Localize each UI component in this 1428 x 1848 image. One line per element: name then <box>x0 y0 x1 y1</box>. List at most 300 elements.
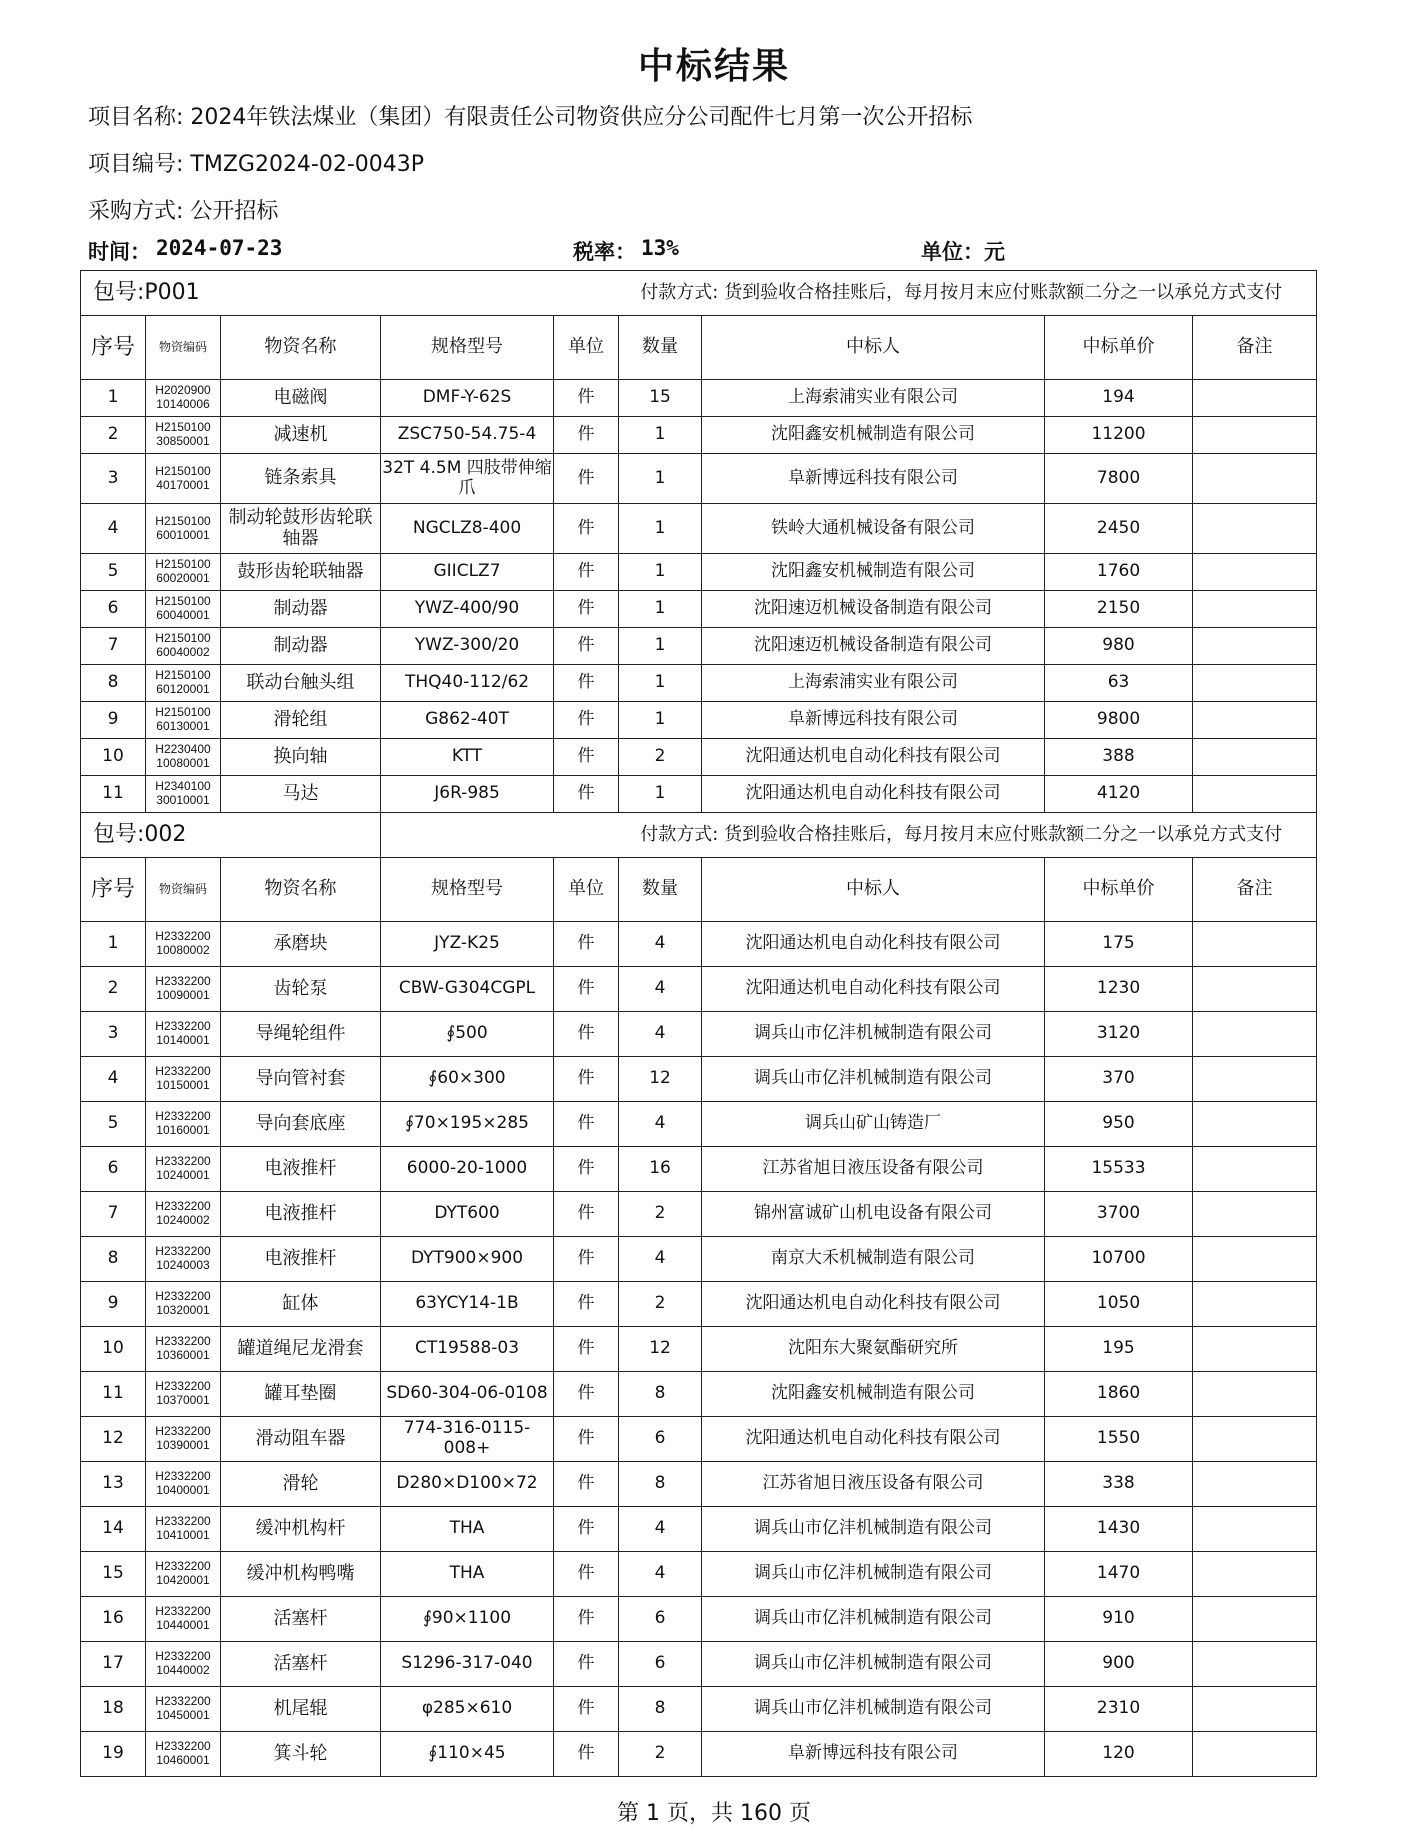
material-code-line1: H2332200 <box>155 1289 211 1304</box>
tax-value: 13% <box>641 236 679 260</box>
column-header-seq: 序号 <box>81 858 146 922</box>
column-header-unit: 单位 <box>554 316 619 380</box>
unit-price: 910 <box>1045 1597 1193 1642</box>
quantity: 8 <box>619 1372 702 1417</box>
column-header-note: 备注 <box>1193 316 1317 380</box>
remark <box>1193 504 1317 554</box>
quantity: 4 <box>619 967 702 1012</box>
spec-model: ∮500 <box>381 1012 554 1057</box>
material-name: 罐耳垫圈 <box>221 1372 381 1417</box>
spec-model: DMF-Y-62S <box>381 380 554 417</box>
material-name: 箕斗轮 <box>221 1732 381 1777</box>
material-code-line2: 60130001 <box>156 719 210 733</box>
quantity: 15 <box>619 380 702 417</box>
unit-price: 1860 <box>1045 1372 1193 1417</box>
info-row <box>88 236 1313 266</box>
remark <box>1193 1327 1317 1372</box>
material-code <box>146 776 221 813</box>
row-seq: 12 <box>81 1417 146 1462</box>
material-code-line2: 10150001 <box>156 1078 210 1092</box>
unit: 件 <box>554 380 619 417</box>
remark <box>1193 702 1317 739</box>
unit-price: 1760 <box>1045 554 1193 591</box>
quantity: 1 <box>619 665 702 702</box>
material-name: 缓冲机构杆 <box>221 1507 381 1552</box>
remark <box>1193 454 1317 504</box>
row-seq: 1 <box>81 380 146 417</box>
quantity: 4 <box>619 922 702 967</box>
remark <box>1193 1732 1317 1777</box>
material-name: 鼓形齿轮联轴器 <box>221 554 381 591</box>
quantity: 2 <box>619 1282 702 1327</box>
remark <box>1193 1507 1317 1552</box>
material-name: 制动轮鼓形齿轮联轴器 <box>221 504 381 554</box>
material-name: 活塞杆 <box>221 1642 381 1687</box>
unit-price: 120 <box>1045 1732 1193 1777</box>
column-header-spec: 规格型号 <box>381 858 554 922</box>
material-name: 电磁阀 <box>221 380 381 417</box>
quantity: 8 <box>619 1462 702 1507</box>
material-code <box>146 1057 221 1102</box>
unit-price: 2450 <box>1045 504 1193 554</box>
material-name: 制动器 <box>221 628 381 665</box>
material-code-line1: H2332200 <box>155 974 211 989</box>
unit-price: 175 <box>1045 922 1193 967</box>
material-code <box>146 1597 221 1642</box>
winning-bidder: 沈阳通达机电自动化科技有限公司 <box>702 776 1045 813</box>
material-code <box>146 591 221 628</box>
material-code-line2: 10450001 <box>156 1708 210 1722</box>
unit: 件 <box>554 591 619 628</box>
remark <box>1193 1102 1317 1147</box>
material-code-line1: H2332200 <box>155 1334 211 1349</box>
material-code-line2: 60040001 <box>156 608 210 622</box>
row-seq: 6 <box>81 1147 146 1192</box>
material-code <box>146 1732 221 1777</box>
material-code-line1: H2230400 <box>155 742 211 757</box>
project-name: 项目名称: 2024年铁法煤业（集团）有限责任公司物资供应分公司配件七月第一次公开招标 <box>88 105 973 130</box>
unit-price: 980 <box>1045 628 1193 665</box>
material-name: 电液推杆 <box>221 1192 381 1237</box>
winning-bidder: 阜新博远科技有限公司 <box>702 702 1045 739</box>
row-seq: 2 <box>81 967 146 1012</box>
material-code <box>146 702 221 739</box>
column-header-price: 中标单价 <box>1045 858 1193 922</box>
remark <box>1193 1237 1317 1282</box>
winning-bidder: 江苏省旭日液压设备有限公司 <box>702 1147 1045 1192</box>
material-code-line1: H2332200 <box>155 1739 211 1754</box>
row-seq: 8 <box>81 665 146 702</box>
winning-bidder: 锦州富诚矿山机电设备有限公司 <box>702 1192 1045 1237</box>
unit: 件 <box>554 776 619 813</box>
quantity: 4 <box>619 1102 702 1147</box>
table-row <box>81 1732 1317 1777</box>
material-name: 马达 <box>221 776 381 813</box>
material-code-line2: 10440001 <box>156 1618 210 1632</box>
material-name: 承磨块 <box>221 922 381 967</box>
time-label: 时间： <box>88 240 151 264</box>
material-code <box>146 380 221 417</box>
material-name: 减速机 <box>221 417 381 454</box>
spec-model: THA <box>381 1507 554 1552</box>
unit: 件 <box>554 1417 619 1462</box>
winning-bidder: 南京大禾机械制造有限公司 <box>702 1237 1045 1282</box>
material-code-line2: 10410001 <box>156 1528 210 1542</box>
material-name: 制动器 <box>221 591 381 628</box>
row-seq: 13 <box>81 1462 146 1507</box>
unit: 件 <box>554 1237 619 1282</box>
quantity: 4 <box>619 1507 702 1552</box>
material-code-line2: 10240003 <box>156 1258 210 1272</box>
table-row <box>81 739 1317 776</box>
material-code <box>146 1417 221 1462</box>
winning-bidder: 沈阳通达机电自动化科技有限公司 <box>702 967 1045 1012</box>
unit: 件 <box>554 1687 619 1732</box>
spec-model: ∮90×1100 <box>381 1597 554 1642</box>
table-row <box>81 967 1317 1012</box>
package-row <box>81 271 1317 316</box>
unit: 件 <box>554 504 619 554</box>
row-seq: 6 <box>81 591 146 628</box>
winning-bidder: 沈阳通达机电自动化科技有限公司 <box>702 922 1045 967</box>
row-seq: 17 <box>81 1642 146 1687</box>
unit-price: 11200 <box>1045 417 1193 454</box>
spec-model: 6000-20-1000 <box>381 1147 554 1192</box>
unit: 件 <box>554 1552 619 1597</box>
unit-price: 1550 <box>1045 1417 1193 1462</box>
unit: 件 <box>554 702 619 739</box>
material-code-line2: 10420001 <box>156 1573 210 1587</box>
material-code <box>146 1507 221 1552</box>
unit: 件 <box>554 1057 619 1102</box>
row-seq: 9 <box>81 702 146 739</box>
material-code <box>146 1642 221 1687</box>
table-row <box>81 1372 1317 1417</box>
table-row <box>81 1597 1317 1642</box>
unit: 件 <box>554 665 619 702</box>
unit: 件 <box>554 1507 619 1552</box>
table-row <box>81 922 1317 967</box>
remark <box>1193 922 1317 967</box>
material-name: 导向套底座 <box>221 1102 381 1147</box>
row-seq: 18 <box>81 1687 146 1732</box>
row-seq: 4 <box>81 504 146 554</box>
material-code <box>146 1372 221 1417</box>
remark <box>1193 739 1317 776</box>
material-code-line1: H2332200 <box>155 1199 211 1214</box>
material-code-line1: H2332200 <box>155 1694 211 1709</box>
row-seq: 11 <box>81 1372 146 1417</box>
unit: 件 <box>554 1012 619 1057</box>
unit: 件 <box>554 739 619 776</box>
column-header-winner: 中标人 <box>702 316 1045 380</box>
material-code <box>146 1462 221 1507</box>
material-code-line2: 30850001 <box>156 434 210 448</box>
table-row <box>81 702 1317 739</box>
column-header-spec: 规格型号 <box>381 316 554 380</box>
material-name: 机尾辊 <box>221 1687 381 1732</box>
unit: 件 <box>554 967 619 1012</box>
spec-model: 63YCY14-1B <box>381 1282 554 1327</box>
table-row <box>81 454 1317 504</box>
quantity: 1 <box>619 776 702 813</box>
material-code-line2: 10140001 <box>156 1033 210 1047</box>
row-seq: 3 <box>81 1012 146 1057</box>
page-footer: 第 1 页，共 160 页 <box>617 1801 811 1826</box>
material-code-line1: H2150100 <box>155 463 211 478</box>
unit: 件 <box>554 1147 619 1192</box>
material-code <box>146 1012 221 1057</box>
material-name: 联动台触头组 <box>221 665 381 702</box>
quantity: 6 <box>619 1417 702 1462</box>
winning-bidder: 阜新博远科技有限公司 <box>702 1732 1045 1777</box>
material-name: 导绳轮组件 <box>221 1012 381 1057</box>
material-code <box>146 1282 221 1327</box>
material-code <box>146 554 221 591</box>
package-label: 包号:P001 <box>81 271 381 316</box>
material-code-line2: 10440002 <box>156 1663 210 1677</box>
unit: 件 <box>554 1597 619 1642</box>
remark <box>1193 1372 1317 1417</box>
winning-bidder: 调兵山市亿沣机械制造有限公司 <box>702 1057 1045 1102</box>
material-code <box>146 739 221 776</box>
remark <box>1193 628 1317 665</box>
material-code-line1: H2332200 <box>155 1019 211 1034</box>
column-header-row <box>81 316 1317 380</box>
unit-price: 2310 <box>1045 1687 1193 1732</box>
table-row <box>81 1552 1317 1597</box>
tax-label: 税率： <box>573 240 636 264</box>
quantity: 16 <box>619 1147 702 1192</box>
column-header-code: 物资编码 <box>146 316 221 380</box>
unit: 件 <box>554 1462 619 1507</box>
winning-bidder: 调兵山市亿沣机械制造有限公司 <box>702 1597 1045 1642</box>
table-row <box>81 1462 1317 1507</box>
unit-price: 950 <box>1045 1102 1193 1147</box>
unit-price: 10700 <box>1045 1237 1193 1282</box>
winning-bidder: 沈阳通达机电自动化科技有限公司 <box>702 739 1045 776</box>
spec-model: φ285×610 <box>381 1687 554 1732</box>
winning-bidder: 调兵山市亿沣机械制造有限公司 <box>702 1012 1045 1057</box>
spec-model: GIICLZ7 <box>381 554 554 591</box>
row-seq: 7 <box>81 628 146 665</box>
spec-model: 32T 4.5M 四肢带伸缩爪 <box>381 454 554 504</box>
unit: 件 <box>554 554 619 591</box>
table-row <box>81 1012 1317 1057</box>
material-code-line2: 10460001 <box>156 1753 210 1767</box>
table-row <box>81 1237 1317 1282</box>
quantity: 8 <box>619 1687 702 1732</box>
material-code <box>146 1552 221 1597</box>
material-name: 罐道绳尼龙滑套 <box>221 1327 381 1372</box>
row-seq: 5 <box>81 554 146 591</box>
unit-price: 3120 <box>1045 1012 1193 1057</box>
package-label: 包号:002 <box>81 813 381 858</box>
material-code-line2: 10400001 <box>156 1483 210 1497</box>
quantity: 1 <box>619 702 702 739</box>
material-name: 滑轮组 <box>221 702 381 739</box>
material-code-line1: H2150100 <box>155 705 211 720</box>
material-code-line1: H2150100 <box>155 420 211 435</box>
table-row <box>81 1507 1317 1552</box>
unit-price: 9800 <box>1045 702 1193 739</box>
remark <box>1193 1597 1317 1642</box>
unit-price: 370 <box>1045 1057 1193 1102</box>
spec-model: THA <box>381 1552 554 1597</box>
column-header-code: 物资编码 <box>146 858 221 922</box>
quantity: 12 <box>619 1327 702 1372</box>
material-code <box>146 922 221 967</box>
quantity: 1 <box>619 417 702 454</box>
row-seq: 15 <box>81 1552 146 1597</box>
quantity: 4 <box>619 1552 702 1597</box>
material-code <box>146 1102 221 1147</box>
row-seq: 3 <box>81 454 146 504</box>
material-code-line2: 10390001 <box>156 1438 210 1452</box>
winning-bidder: 沈阳鑫安机械制造有限公司 <box>702 554 1045 591</box>
material-code-line1: H2150100 <box>155 631 211 646</box>
table-row <box>81 1102 1317 1147</box>
table-row <box>81 1147 1317 1192</box>
material-code-line2: 10080001 <box>156 756 210 770</box>
winning-bidder: 沈阳东大聚氨酯研究所 <box>702 1327 1045 1372</box>
material-name: 电液推杆 <box>221 1237 381 1282</box>
row-seq: 1 <box>81 922 146 967</box>
remark <box>1193 1057 1317 1102</box>
unit-price: 388 <box>1045 739 1193 776</box>
material-code-line1: H2340100 <box>155 779 211 794</box>
winning-bidder: 调兵山矿山铸造厂 <box>702 1102 1045 1147</box>
spec-model: DYT900×900 <box>381 1237 554 1282</box>
row-seq: 10 <box>81 1327 146 1372</box>
column-header-row <box>81 858 1317 922</box>
unit-price: 1430 <box>1045 1507 1193 1552</box>
remark <box>1193 1552 1317 1597</box>
material-code-line2: 60010001 <box>156 527 210 542</box>
material-name: 滑动阻车器 <box>221 1417 381 1462</box>
unit: 件 <box>554 1102 619 1147</box>
row-seq: 16 <box>81 1597 146 1642</box>
material-code-line2: 10240002 <box>156 1213 210 1227</box>
winning-bidder: 铁岭大通机械设备有限公司 <box>702 504 1045 554</box>
winning-bidder: 沈阳鑫安机械制造有限公司 <box>702 417 1045 454</box>
table-row <box>81 1417 1317 1462</box>
material-code <box>146 665 221 702</box>
material-code-line2: 10160001 <box>156 1123 210 1137</box>
material-name: 电液推杆 <box>221 1147 381 1192</box>
winning-bidder: 上海索浦实业有限公司 <box>702 380 1045 417</box>
material-code-line1: H2332200 <box>155 1064 211 1079</box>
material-code-line2: 60020001 <box>156 571 210 585</box>
spec-model: ∮60×300 <box>381 1057 554 1102</box>
material-code-line2: 60040002 <box>156 645 210 659</box>
spec-model: JYZ-K25 <box>381 922 554 967</box>
material-code-line1: H2332200 <box>155 929 211 944</box>
spec-model: ∮110×45 <box>381 1732 554 1777</box>
remark <box>1193 554 1317 591</box>
spec-model: J6R-985 <box>381 776 554 813</box>
winning-bidder: 调兵山市亿沣机械制造有限公司 <box>702 1687 1045 1732</box>
table-row <box>81 417 1317 454</box>
table-row <box>81 554 1317 591</box>
spec-model: YWZ-300/20 <box>381 628 554 665</box>
remark <box>1193 1642 1317 1687</box>
table-row <box>81 1057 1317 1102</box>
material-code-line2: 40170001 <box>156 477 210 492</box>
table-row <box>81 1192 1317 1237</box>
project-number: 项目编号: TMZG2024-02-0043P <box>88 152 425 177</box>
column-header-seq: 序号 <box>81 316 146 380</box>
winning-bidder: 阜新博远科技有限公司 <box>702 454 1045 504</box>
quantity: 1 <box>619 454 702 504</box>
column-header-price: 中标单价 <box>1045 316 1193 380</box>
remark <box>1193 1147 1317 1192</box>
table-row <box>81 628 1317 665</box>
unit: 件 <box>554 1327 619 1372</box>
unit-price: 3700 <box>1045 1192 1193 1237</box>
quantity: 1 <box>619 504 702 554</box>
column-header-qty: 数量 <box>619 858 702 922</box>
table-row <box>81 504 1317 554</box>
remark <box>1193 665 1317 702</box>
winning-bidder: 调兵山市亿沣机械制造有限公司 <box>702 1507 1045 1552</box>
material-name: 滑轮 <box>221 1462 381 1507</box>
unit: 件 <box>554 1282 619 1327</box>
column-header-name: 物资名称 <box>221 858 381 922</box>
unit-label: 单位：元 <box>921 240 1005 264</box>
quantity: 4 <box>619 1012 702 1057</box>
material-code-line1: H2332200 <box>155 1424 211 1439</box>
remark <box>1193 1687 1317 1732</box>
material-code <box>146 1687 221 1732</box>
spec-model: SD60-304-06-0108 <box>381 1372 554 1417</box>
spec-model: KTT <box>381 739 554 776</box>
unit-price: 195 <box>1045 1327 1193 1372</box>
material-code <box>146 504 221 554</box>
material-name: 换向轴 <box>221 739 381 776</box>
column-header-winner: 中标人 <box>702 858 1045 922</box>
page-title: 中标结果 <box>637 46 790 87</box>
winning-bidder: 沈阳速迈机械设备制造有限公司 <box>702 591 1045 628</box>
winning-bidder: 沈阳鑫安机械制造有限公司 <box>702 1372 1045 1417</box>
material-code-line1: H2150100 <box>155 557 211 572</box>
procurement-method: 采购方式: 公开招标 <box>88 199 279 224</box>
material-code-line1: H2332200 <box>155 1379 211 1394</box>
quantity: 6 <box>619 1642 702 1687</box>
winning-bidder: 沈阳速迈机械设备制造有限公司 <box>702 628 1045 665</box>
material-name: 缸体 <box>221 1282 381 1327</box>
material-name: 齿轮泵 <box>221 967 381 1012</box>
winning-bidder: 沈阳通达机电自动化科技有限公司 <box>702 1417 1045 1462</box>
material-code-line1: H2150100 <box>155 668 211 683</box>
remark <box>1193 1012 1317 1057</box>
unit: 件 <box>554 628 619 665</box>
unit-price: 4120 <box>1045 776 1193 813</box>
remark <box>1193 591 1317 628</box>
table-row <box>81 1642 1317 1687</box>
table-row <box>81 591 1317 628</box>
material-code <box>146 454 221 504</box>
unit-price: 7800 <box>1045 454 1193 504</box>
unit: 件 <box>554 1372 619 1417</box>
unit: 件 <box>554 1192 619 1237</box>
material-code-line2: 10370001 <box>156 1393 210 1407</box>
unit: 件 <box>554 1642 619 1687</box>
unit: 件 <box>554 922 619 967</box>
spec-model: YWZ-400/90 <box>381 591 554 628</box>
material-code-line2: 30010001 <box>156 793 210 807</box>
material-code <box>146 1327 221 1372</box>
